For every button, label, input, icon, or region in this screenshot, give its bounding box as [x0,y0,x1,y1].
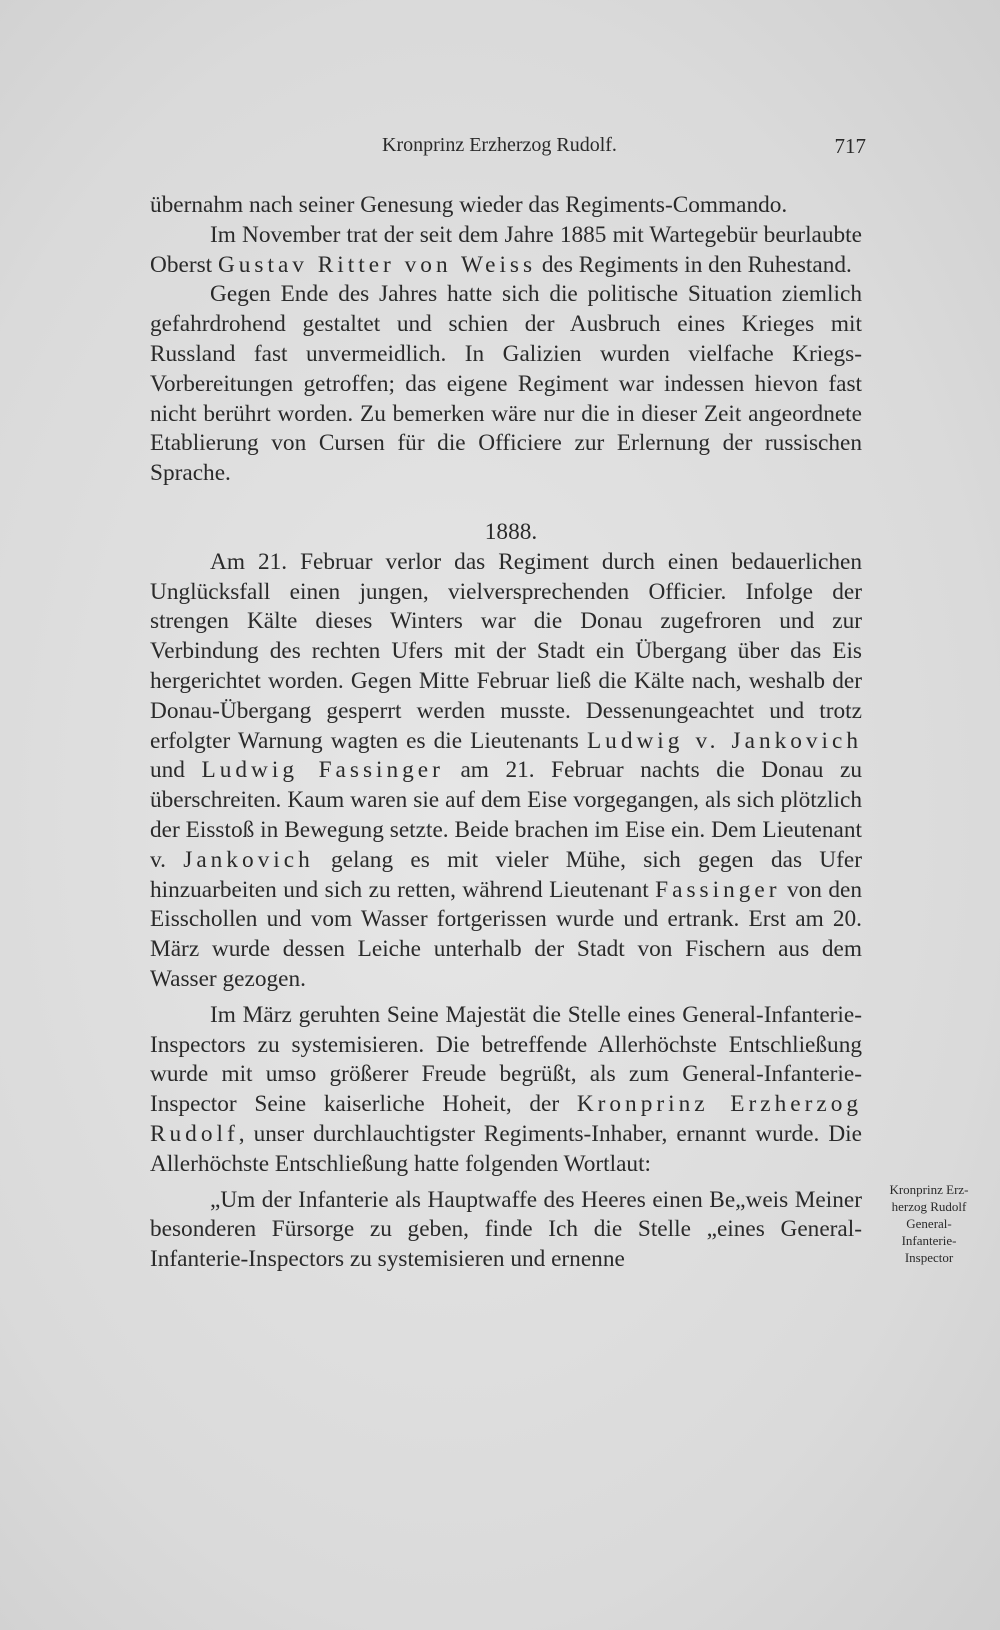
person-name: Ludwig v. Jankovich [586,727,863,754]
page-number: 717 [834,134,866,158]
person-name: Ludwig Fassinger [201,757,444,784]
margin-note-line: Inspector [904,1250,954,1265]
main-text [150,191,862,1275]
person-name: Gustav Ritter von Weiss [217,251,537,278]
running-title: Kronprinz Erzherzog Rudolf. [382,134,617,156]
paragraph-political-situation: Gegen Ende des Jahres hatte sich die politische Situation ziemlich gefahrdrohend gestaltet und schien der Ausbruch eines Krieges mit Russland fast unvermeidlich. In Galizien wurden vielfache Kriegs-Vorbereitungen getroffen; das eigene Regiment war indessen hievon fast nicht berührt worden. Zu bemerken wäre nur die in dieser Zeit angeordnete Etablierung von Cursen für die Officiere zur Erlernung der russischen Sprache. [150,281,862,487]
text-run: Im November trat der seit dem Jahre 1885 mit Wartegebür beurlaubte Oberst [150,221,862,278]
person-name: Jankovich [183,846,314,873]
text-run: gelang es mit vieler Mühe, sich gegen das Ufer hinzuarbeiten und sich zu retten, während Lieutenant [150,846,862,903]
margin-note-line: Kronprinz Erz- [889,1182,969,1197]
person-name: Fassinger [655,876,781,903]
text-run: von den Eisschollen und vom Wasser fortgerissen wurde und ertrank. Erst am 20. März wurde dessen Leiche unterhalb der Stadt von Fischern aus dem Wasser gezogen. [150,876,862,992]
year-heading: 1888. [484,518,538,545]
paragraph-accident [150,548,862,995]
person-name: Kronprinz Erzherzog Rudolf [150,1091,862,1147]
text-run: des Regiments in den Ruhestand. [536,251,852,278]
text-run: am 21. Februar nachts die Donau zu überschreiten. Kaum waren sie auf dem Eise vorgegangen, als sich plötzlich der Eisstoß in Bewegung setzte. Beide brachen im Eise ein. Dem Lieutenant v. [150,757,862,873]
paragraph-retirement [150,221,862,281]
margin-note-line: General- [906,1216,952,1231]
text-run: Am 21. Februar verlor das Regiment durch einen bedauerlichen Unglücksfall einen jungen, vielversprechenden Officier. Infolge der strengen Kälte dieses Winters war die Donau zugefroren und zur Verbindung des rechten Ufers mit der Stadt ein Übergang über das Eis hergerichtet worden. Gegen Mitte Februar ließ die Kälte nach, weshalb der Donau-Übergang gesperrt werden musste. Dessenungeachtet und trotz erfolgter Warnung wagten es die Lieutenants [150,548,862,754]
paragraph-continuation: übernahm nach seiner Genesung wieder das Regiments-Commando. [150,192,788,218]
text-run: Im März geruhten Seine Majestät die Stelle eines General-Infanterie-Inspectors zu systemisieren. Die betreffende Allerhöchste Entschließung wurde mit umso größerer Freude begrüßt, als zum General-Infanterie-Inspector Seine kaiserliche Hoheit, der [150,1001,862,1118]
paragraph-inspector [150,1001,862,1180]
text-run: , unser durchlauchtigster Regiments-Inhaber, ernannt wurde. Die Allerhöchste Entschließung hatte folgenden Wortlaut: [150,1120,862,1177]
margin-note-line: herzog Rudolf [891,1199,967,1214]
text-run: und [150,757,202,784]
margin-note-line: Infanterie- [901,1233,957,1248]
running-header [150,134,866,164]
margin-note [864,1181,994,1266]
paragraph-quotation: „Um der Infanterie als Hauptwaffe des Heeres einen Be„weis Meiner besonderen Fürsorge zu geben, finde Ich die Stelle „eines General-Infanterie-Inspectors zu systemisieren und ernenne [150,1186,862,1273]
